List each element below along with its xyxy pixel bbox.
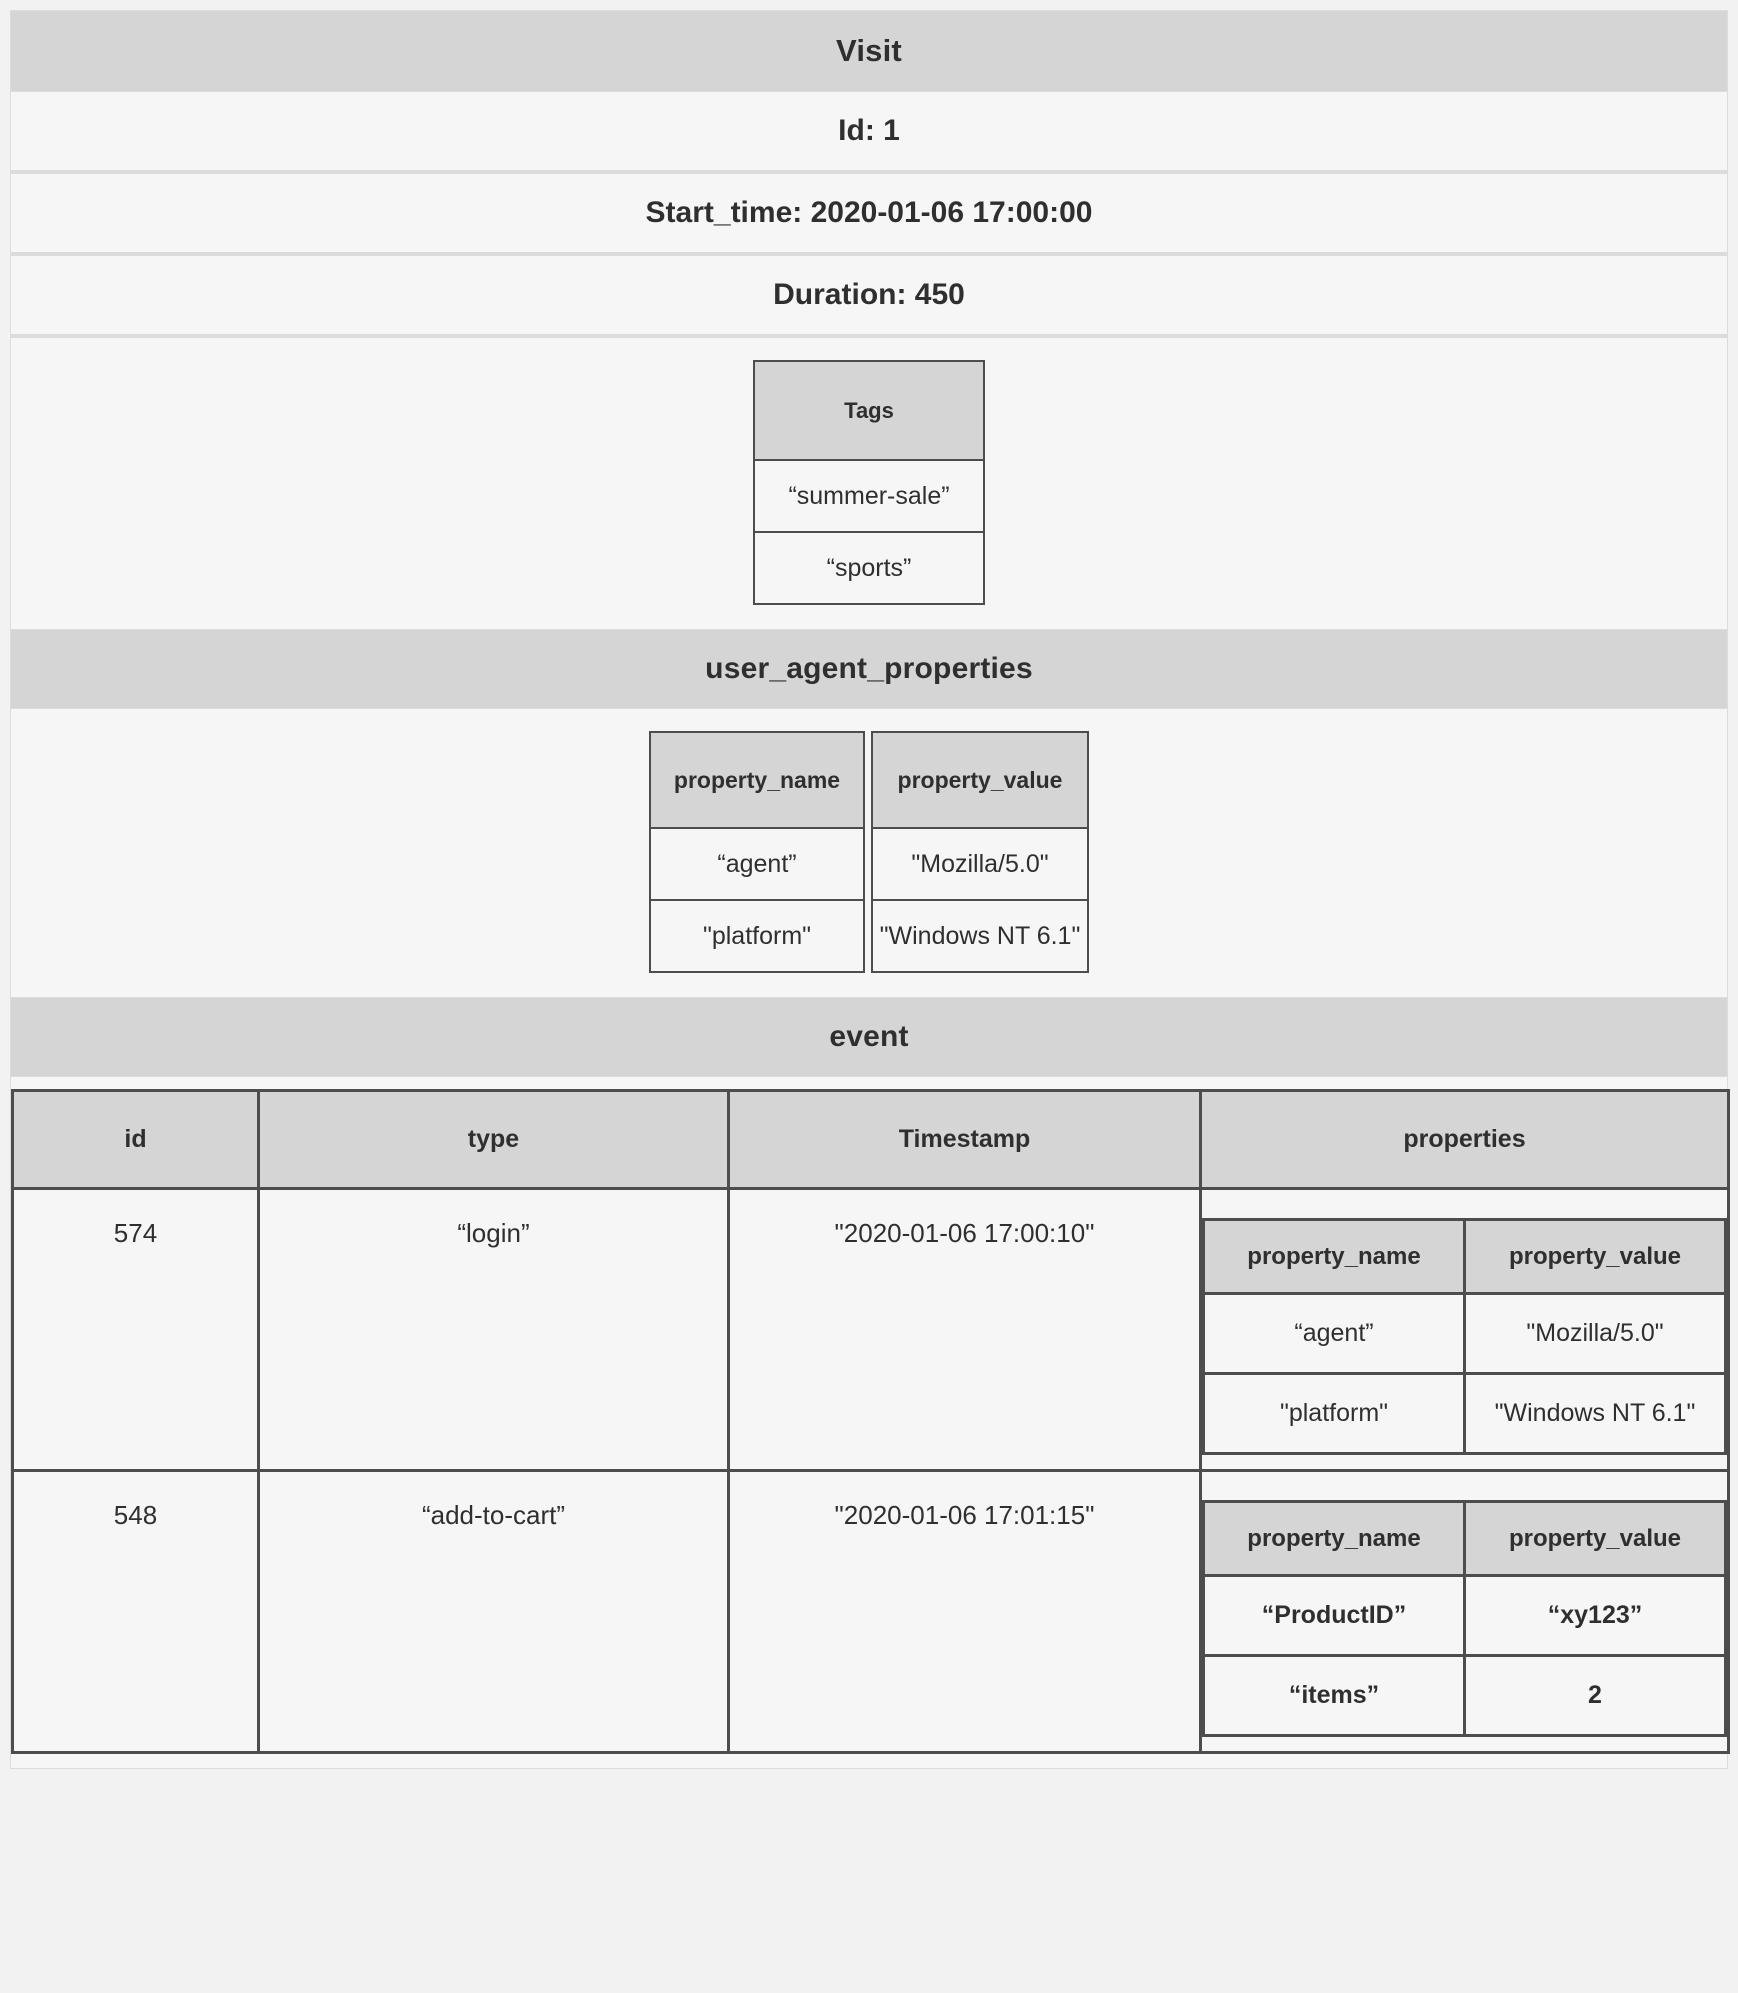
uap-value-cell: "Mozilla/5.0" xyxy=(871,829,1089,901)
tags-header: Tags xyxy=(753,360,985,461)
uap-column-header: property_value xyxy=(871,731,1089,829)
nested-property-value: "Windows NT 6.1" xyxy=(1465,1374,1726,1454)
table-row xyxy=(13,1471,1729,1753)
visit-field-duration: Duration: 450 xyxy=(11,256,1727,338)
nested-row xyxy=(1204,1576,1726,1656)
nested-row xyxy=(1204,1656,1726,1736)
event-type: “add-to-cart” xyxy=(259,1471,729,1753)
nested-header-row xyxy=(1204,1502,1726,1576)
nested-property-name: “ProductID” xyxy=(1204,1576,1465,1656)
visit-field-id: Id: 1 xyxy=(11,92,1727,174)
visit-field-start-time: Start_time: 2020-01-06 17:00:00 xyxy=(11,174,1727,256)
event-id: 548 xyxy=(13,1471,259,1753)
nested-row xyxy=(1204,1294,1726,1374)
nested-col-property-value: property_value xyxy=(1465,1220,1726,1294)
event-table-wrap xyxy=(10,1077,1728,1769)
uap-value-cell: "Windows NT 6.1" xyxy=(871,901,1089,973)
event-properties-cell xyxy=(1201,1471,1729,1753)
uap-name-cell: "platform" xyxy=(649,901,865,973)
nested-header-row xyxy=(1204,1220,1726,1294)
event-timestamp: "2020-01-06 17:01:15" xyxy=(729,1471,1201,1753)
nested-col-property-name: property_name xyxy=(1204,1502,1465,1576)
event-properties-table xyxy=(1202,1500,1727,1737)
tags-stack xyxy=(753,360,985,605)
user-agent-properties-title: user_agent_properties xyxy=(11,630,1727,709)
table-row xyxy=(13,1189,1729,1471)
event-section-title: event xyxy=(11,998,1727,1077)
tag-item: “summer-sale” xyxy=(753,461,985,533)
event-id: 574 xyxy=(13,1189,259,1471)
event-timestamp: "2020-01-06 17:00:10" xyxy=(729,1189,1201,1471)
nested-property-name: “agent” xyxy=(1204,1294,1465,1374)
visit-tags-row xyxy=(11,338,1727,630)
nested-property-name: “items” xyxy=(1204,1656,1465,1736)
visit-title: Visit xyxy=(11,11,1727,92)
event-properties-table xyxy=(1202,1218,1727,1455)
event-col-timestamp: Timestamp xyxy=(729,1091,1201,1189)
nested-col-property-value: property_value xyxy=(1465,1502,1726,1576)
nested-row xyxy=(1204,1374,1726,1454)
visit-table xyxy=(10,10,1728,1077)
user-agent-properties-row xyxy=(11,709,1727,998)
event-col-properties: properties xyxy=(1201,1091,1729,1189)
uap-column-property-name xyxy=(649,731,865,973)
event-properties-cell xyxy=(1201,1189,1729,1471)
user-agent-properties-table xyxy=(649,731,1089,973)
uap-name-cell: “agent” xyxy=(649,829,865,901)
nested-property-value: “xy123” xyxy=(1465,1576,1726,1656)
nested-property-name: "platform" xyxy=(1204,1374,1465,1454)
uap-column-header: property_name xyxy=(649,731,865,829)
uap-column-property-value xyxy=(871,731,1089,973)
event-col-type: type xyxy=(259,1091,729,1189)
nested-col-property-name: property_name xyxy=(1204,1220,1465,1294)
tag-item: “sports” xyxy=(753,533,985,605)
nested-property-value: "Mozilla/5.0" xyxy=(1465,1294,1726,1374)
nested-property-value: 2 xyxy=(1465,1656,1726,1736)
event-type: “login” xyxy=(259,1189,729,1471)
event-table xyxy=(11,1089,1730,1754)
event-table-header-row xyxy=(13,1091,1729,1189)
event-col-id: id xyxy=(13,1091,259,1189)
